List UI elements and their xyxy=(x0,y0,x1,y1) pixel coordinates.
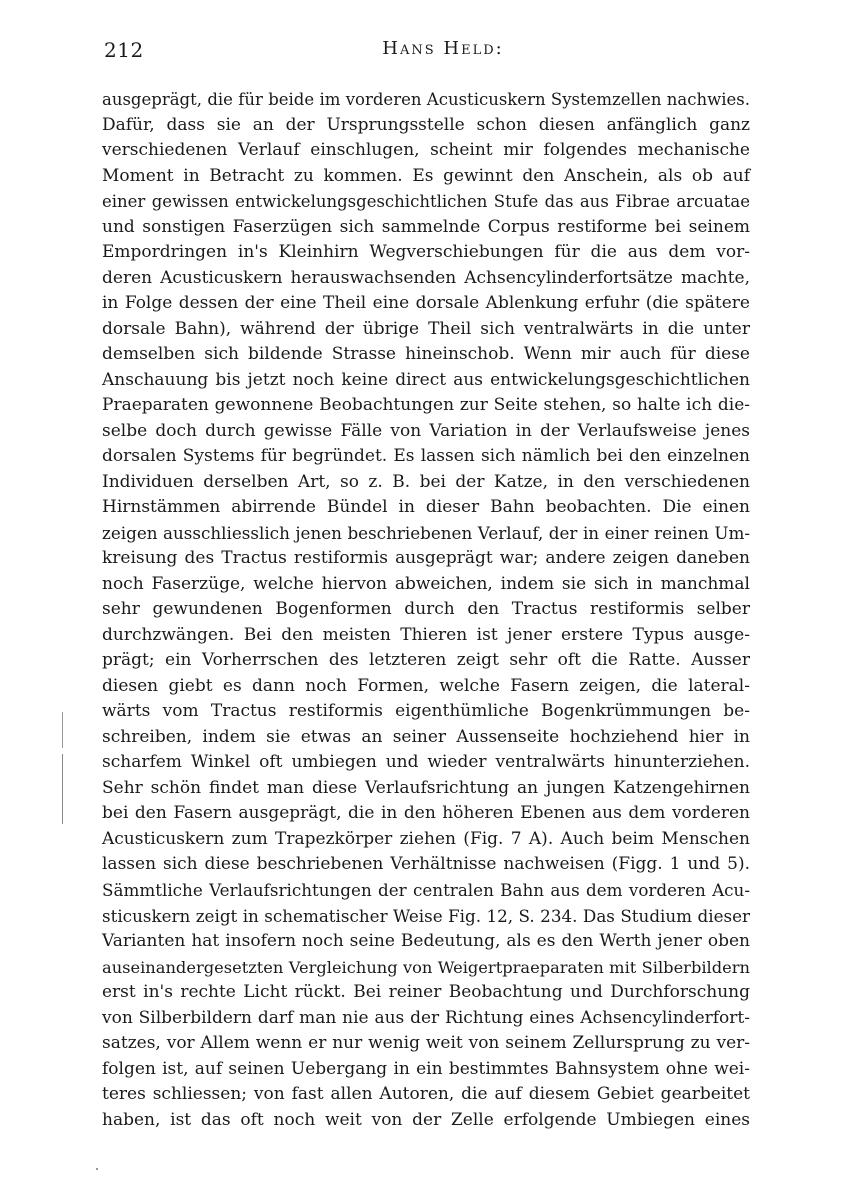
text-line: lassen sich diese beschriebenen Verhältnisse nachweisen (Figg. 1 und 5). xyxy=(102,854,750,875)
text-line: zeigen ausschliesslich jenen beschriebenen Verlauf, der in einer reinen Um- xyxy=(102,522,750,543)
text-line: Dafür, dass sie an der Ursprungsstelle schon diesen anfänglich ganz xyxy=(102,114,750,135)
text-line: erst in's rechte Licht rückt. Bei reiner Beobachtung und Durchforschung xyxy=(102,982,750,1003)
text-line: prägt; ein Vorherrschen des letzteren zeigt sehr oft die Ratte. Ausser xyxy=(102,650,750,671)
text-line: einer gewissen entwickelungsgeschichtlichen Stufe das aus Fibrae arcuatae xyxy=(102,192,750,212)
text-line: deren Acusticuskern herauswachsenden Achsencylinderfortsätze machte, xyxy=(102,267,750,288)
page-number: 212 xyxy=(104,38,144,62)
text-line: demselben sich bildende Strasse hineinschob. Wenn mir auch für diese xyxy=(102,344,750,365)
text-line: scharfem Winkel oft umbiegen und wieder ventralwärts hinunterziehen. xyxy=(102,752,750,773)
text-line: Praeparaten gewonnene Beobachtungen zur Seite stehen, so halte ich die- xyxy=(102,395,750,416)
paper-speck xyxy=(96,1168,98,1170)
text-line: verschiedenen Verlauf einschlugen, scheint mir folgendes mechanische xyxy=(102,140,750,161)
text-line: Acusticuskern zum Trapezkörper ziehen (Fig. 7 A). Auch beim Menschen xyxy=(102,828,750,849)
text-line: diesen giebt es dann noch Formen, welche Fasern zeigen, die lateral- xyxy=(102,675,750,696)
text-line: wärts vom Tractus restiformis eigenthümliche Bogenkrümmungen be- xyxy=(102,701,750,722)
text-line: bei den Fasern ausgeprägt, die in den höheren Ebenen aus dem vorderen xyxy=(102,803,750,824)
text-line: folgen ist, auf seinen Uebergang in ein bestimmtes Bahnsystem ohne wei- xyxy=(102,1058,750,1079)
text-line: sticuskern zeigt in schematischer Weise Fig. 12, S. 234. Das Studium dieser xyxy=(102,905,750,926)
text-line: Moment in Betracht zu kommen. Es gewinnt den Anschein, als ob auf xyxy=(102,165,750,186)
text-line: ausgeprägt, die für beide im vorderen Acusticuskern Systemzellen nachwies. xyxy=(102,90,750,109)
running-head: Hans Held: xyxy=(382,38,504,59)
body-text xyxy=(102,87,750,1133)
text-line: sehr gewundenen Bogenformen durch den Tractus restiformis selber xyxy=(102,599,750,620)
text-line: dorsale Bahn), während der übrige Theil sich ventralwärts in die unter xyxy=(102,318,750,339)
margin-mark xyxy=(62,754,63,824)
text-line: schreiben, indem sie etwas an seiner Aussenseite hochziehend hier in xyxy=(102,726,750,747)
margin-mark xyxy=(62,712,63,748)
text-line: Empordringen in's Kleinhirn Wegverschiebungen für die aus dem vor- xyxy=(102,242,750,263)
text-line: haben, ist das oft noch weit von der Zelle erfolgende Umbiegen eines xyxy=(102,1109,750,1130)
text-line: kreisung des Tractus restiformis ausgeprägt war; andere zeigen daneben xyxy=(102,548,750,569)
text-line: und sonstigen Faserzügen sich sammelnde Corpus restiforme bei seinem xyxy=(102,216,750,237)
text-line: teres schliessen; von fast allen Autoren, die auf diesem Gebiet gearbeitet xyxy=(102,1084,750,1105)
text-line: auseinandergesetzten Vergleichung von Weigertpraeparaten mit Silberbildern xyxy=(102,957,750,977)
text-line: Sehr schön findet man diese Verlaufsrichtung an jungen Katzengehirnen xyxy=(102,777,750,798)
text-line: durchzwängen. Bei den meisten Thieren ist jener erstere Typus ausge- xyxy=(102,624,750,645)
text-line: von Silberbildern darf man nie aus der Richtung eines Achsencylinderfort- xyxy=(102,1007,750,1028)
text-line: in Folge dessen der eine Theil eine dorsale Ablenkung erfuhr (die spätere xyxy=(102,293,750,314)
text-line: noch Faserzüge, welche hiervon abweichen, indem sie sich in manchmal xyxy=(102,573,750,594)
text-line: Varianten hat insofern noch seine Bedeutung, als es den Werth jener oben xyxy=(102,931,750,952)
text-line: dorsalen Systems für begründet. Es lassen sich nämlich bei den einzelnen xyxy=(102,446,750,467)
text-line: Hirnstämmen abirrende Bündel in dieser Bahn beobachten. Die einen xyxy=(102,497,750,518)
text-line: selbe doch durch gewisse Fälle von Variation in der Verlaufsweise jenes xyxy=(102,420,750,441)
text-line: Sämmtliche Verlaufsrichtungen der centralen Bahn aus dem vorderen Acu- xyxy=(102,879,750,900)
text-line: Individuen derselben Art, so z. B. bei der Katze, in den verschiedenen xyxy=(102,471,750,492)
text-line: Anschauung bis jetzt noch keine direct aus entwickelungsgeschichtlichen xyxy=(102,369,750,390)
text-line: satzes, vor Allem wenn er nur wenig weit von seinem Zellursprung zu ver- xyxy=(102,1033,750,1054)
